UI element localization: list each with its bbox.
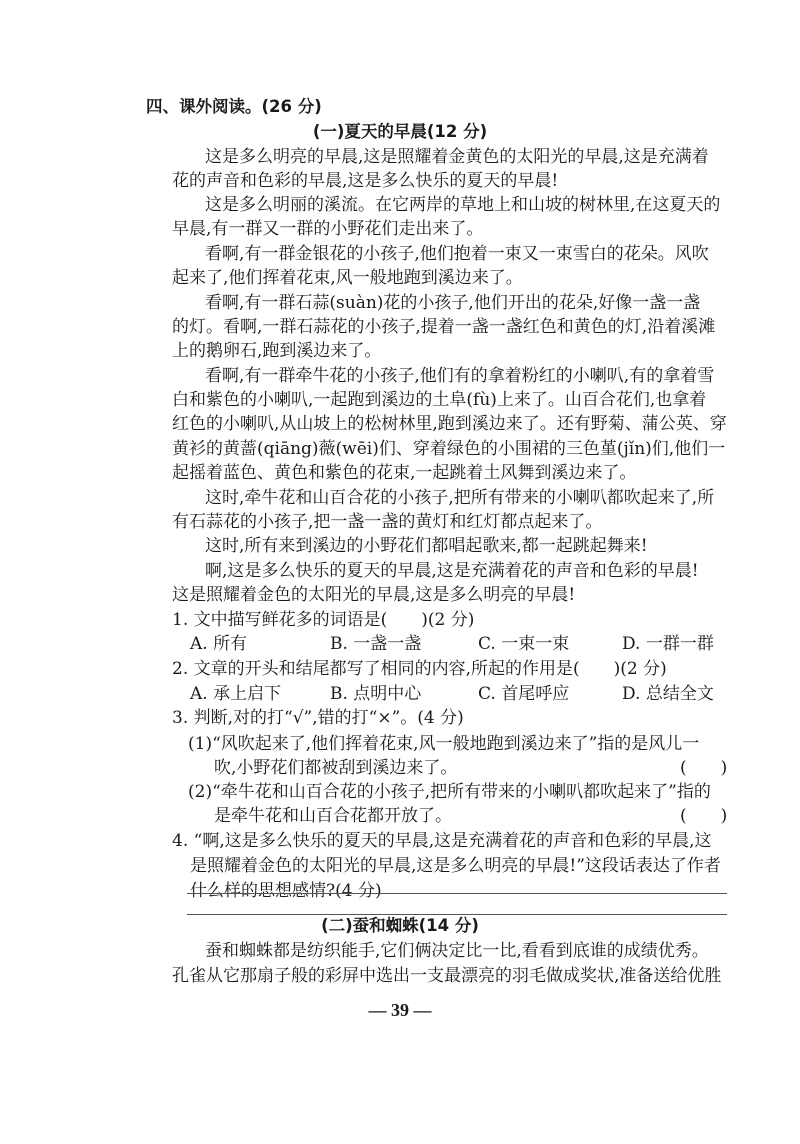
passage2-line: 孔雀从它那扇子般的彩屏中选出一支最漂亮的羽毛做成奖状,准备送给优胜	[172, 966, 722, 986]
passage-line: 啊,这是多么快乐的夏天的早晨,这是充满着花的声音和色彩的早晨!	[205, 561, 699, 581]
passage-line: 看啊,有一群牵牛花的小孩子,他们有的拿着粉红的小喇叭,有的拿着雪	[205, 366, 715, 386]
passage-line: 早晨,有一群又一群的小野花们走出来了。	[172, 219, 484, 239]
passage-line: 上的鹅卵石,跑到溪边来了。	[172, 341, 382, 361]
passage-line: 有石蒜花的小孩子,把一盏一盏的黄灯和红灯都点起来了。	[172, 512, 603, 532]
section-heading: 四、课外阅读。(26 分)	[146, 97, 322, 116]
passage-line: 看啊,有一群金银花的小孩子,他们抱着一束又一束雪白的花朵。风吹	[205, 244, 709, 264]
passage-line: 这是多么明丽的溪流。在它两岸的草地上和山坡的树林里,在这夏天的	[205, 195, 721, 215]
page-number: — 39 —	[368, 1000, 432, 1020]
passage-line: 的灯。看啊,一群石蒜花的小孩子,提着一盏一盏红色和黄色的灯,沿着溪滩	[172, 317, 716, 337]
q1-option-c[interactable]: C. 一束一束	[478, 634, 570, 654]
answer-line[interactable]	[187, 893, 727, 894]
passage-line: 这是照耀着金色的太阳光的早晨,这是多么明亮的早晨!	[172, 585, 576, 605]
q2-option-d[interactable]: D. 总结全文	[622, 684, 714, 704]
passage-line: 起摇着蓝色、黄色和紫色的花束,一起跳着土风舞到溪边来了。	[172, 463, 637, 483]
q3-item-2-answer[interactable]: ( )	[680, 806, 728, 826]
passage-line: 起来了,他们挥着花束,风一般地跑到溪边来了。	[172, 268, 523, 288]
question-2: 2. 文章的开头和结尾都写了相同的内容,所起的作用是( )(2 分)	[172, 659, 667, 679]
q3-item-1-answer[interactable]: ( )	[680, 758, 728, 778]
question-3: 3. 判断,对的打“√”,错的打“×”。(4 分)	[172, 708, 464, 728]
q2-option-c[interactable]: C. 首尾呼应	[478, 684, 570, 704]
q1-option-a[interactable]: A. 所有	[190, 634, 248, 654]
part1-title: (一)夏天的早晨(12 分)	[312, 122, 488, 141]
passage2-line: 蚕和蜘蛛都是纺织能手,它们俩决定比一比,看看到底谁的成绩优秀。	[205, 941, 709, 961]
passage-line: 这时,牵牛花和山百合花的小孩子,把所有带来的小喇叭都吹起来了,所	[205, 488, 715, 508]
passage-line: 白和紫色的小喇叭,一起跑到溪边的土阜(fù)上来了。山百合花们,也拿着	[172, 390, 707, 410]
q3-item-1-line2: 吹,小野花们都被刮到溪边来了。	[214, 758, 458, 778]
passage-line: 红色的小喇叭,从山坡上的松树林里,跑到溪边来了。还有野菊、蒲公英、穿	[172, 414, 727, 434]
part2-title: (二)蚕和蜘蛛(14 分)	[321, 916, 479, 935]
question-4-line1: 4. “啊,这是多么快乐的夏天的早晨,这是充满着花的声音和色彩的早晨,这	[172, 831, 712, 851]
question-4-line2: 是照耀着金色的太阳光的早晨,这是多么明亮的早晨!”这段话表达了作者	[190, 856, 721, 876]
q1-option-b[interactable]: B. 一盏一盏	[330, 634, 422, 654]
q2-option-a[interactable]: A. 承上启下	[190, 684, 282, 704]
passage-line: 黄衫的黄蔷(qiāng)薇(wēi)们、穿着绿色的小围裙的三色堇(jǐn)们,他们一	[172, 439, 726, 459]
q3-item-2-line2: 是牵牛花和山百合花都开放了。	[214, 806, 452, 826]
q1-option-d[interactable]: D. 一群一群	[622, 634, 714, 654]
q3-item-1-line1: (1)“风吹起来了,他们挥着花束,风一般地跑到溪边来了”指的是风儿一	[188, 734, 700, 754]
passage-line: 花的声音和色彩的早晨,这是多么快乐的夏天的早晨!	[172, 171, 559, 191]
q3-item-2-line1: (2)“牵牛花和山百合花的小孩子,把所有带来的小喇叭都吹起来了”指的	[188, 782, 711, 802]
passage-line: 这是多么明亮的早晨,这是照耀着金黄色的太阳光的早晨,这是充满着	[205, 147, 709, 167]
question-4-line3: 什么样的思想感情?(4 分)	[190, 881, 382, 901]
passage-line: 这时,所有来到溪边的小野花们都唱起歌来,都一起跳起舞来!	[205, 536, 648, 556]
passage-line: 看啊,有一群石蒜(suàn)花的小孩子,他们开出的花朵,好像一盏一盏	[205, 293, 701, 313]
question-1: 1. 文中描写鲜花多的词语是( )(2 分)	[172, 610, 475, 630]
q2-option-b[interactable]: B. 点明中心	[330, 684, 422, 704]
